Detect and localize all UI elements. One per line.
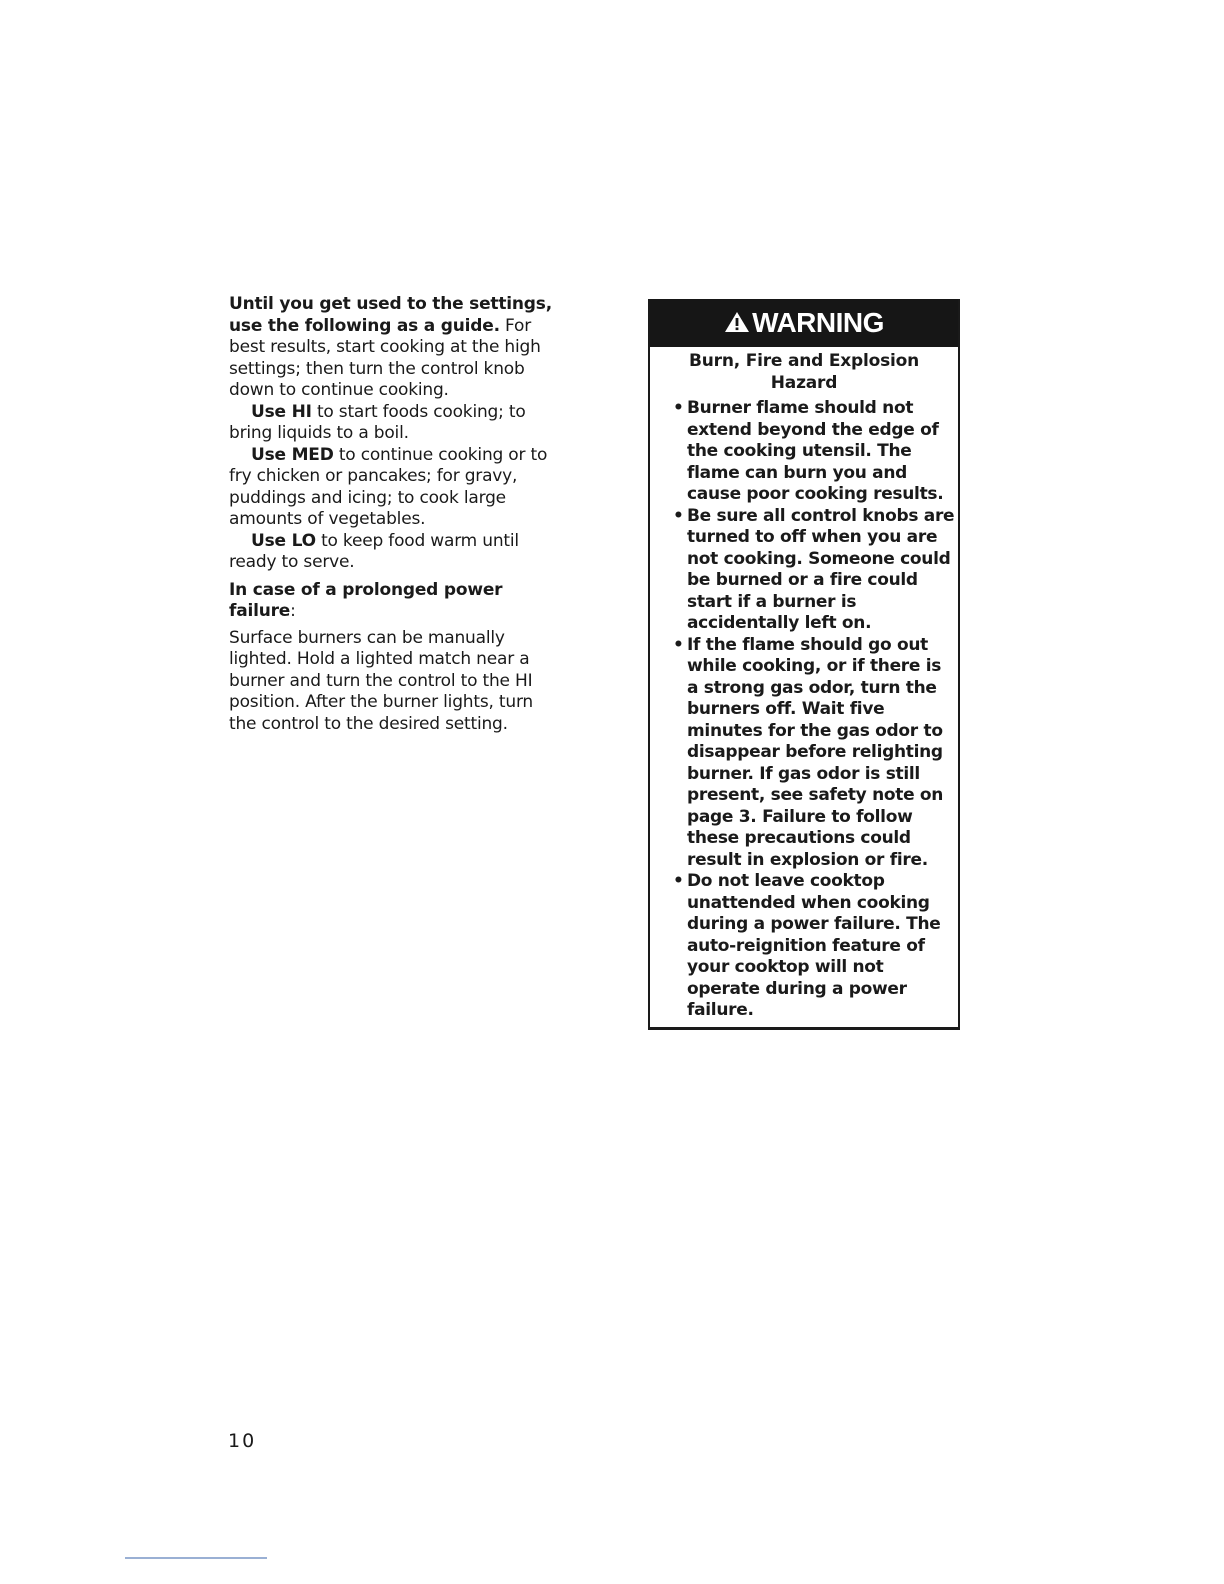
lo-setting-paragraph bbox=[229, 531, 559, 574]
intro-paragraph bbox=[229, 294, 559, 402]
lo-setting-text: to keep food warm until ready to serve. bbox=[229, 530, 519, 572]
warning-list bbox=[650, 398, 958, 1022]
warning-item bbox=[673, 635, 957, 872]
left-column bbox=[229, 294, 559, 735]
bullet-icon: • bbox=[673, 634, 684, 655]
med-setting-paragraph bbox=[229, 445, 559, 531]
scan-artifact-line bbox=[125, 1557, 267, 1559]
warning-box bbox=[648, 299, 960, 1030]
bullet-icon: • bbox=[673, 871, 684, 891]
hazard-title: Burn, Fire and Explosion Hazard bbox=[688, 351, 920, 393]
warning-item bbox=[673, 506, 957, 635]
warning-item bbox=[673, 871, 957, 1022]
warning-item-text: Be sure all control knobs are turned to off when you are not cooking. Someone could be burned or a fire could start if a burner is accidentally left on. bbox=[687, 505, 955, 633]
lo-setting-label: Use LO bbox=[251, 530, 316, 551]
hi-setting-text: to start foods cooking; to bring liquids to a boil. bbox=[229, 401, 526, 443]
med-setting-text: to continue cooking or to fry chicken or pancakes; for gravy, puddings and icing; to cook large amounts of vegetables. bbox=[229, 444, 548, 529]
warning-item-text: Burner flame should not extend beyond the edge of the cooking utensil. The flame can burn you and cause poor cooking results. bbox=[687, 398, 944, 504]
med-setting-label: Use MED bbox=[251, 444, 334, 465]
bullet-icon: • bbox=[673, 505, 684, 526]
warning-triangle-icon bbox=[724, 311, 750, 333]
warning-header bbox=[650, 299, 958, 347]
warning-item-text: If the flame should go out while cooking, or if there is a strong gas odor, turn the burners off. Wait five minutes for the gas odor to disappear before relighting burner. If gas odor is still present, see safety note on page 3. Failure to follow these precautions could result in explosion or fire. bbox=[687, 634, 944, 870]
bullet-icon: • bbox=[673, 398, 684, 418]
power-failure-heading-text: In case of a prolonged power failure bbox=[229, 579, 503, 621]
warning-header-text: WARNING bbox=[752, 307, 884, 338]
hi-setting-paragraph bbox=[229, 402, 559, 445]
warning-item-text: Do not leave cooktop unattended when cooking during a power failure. The auto-reignition feature of your cooktop will not operate during a power failure. bbox=[687, 871, 941, 1020]
power-failure-text: Surface burners can be manually lighted. Hold a lighted match near a burner and turn the control to the HI position. After the burner lights, turn the control to the desired setting. bbox=[229, 627, 534, 734]
power-failure-heading-colon: : bbox=[290, 601, 296, 621]
warning-item bbox=[673, 398, 957, 506]
power-failure-heading bbox=[229, 580, 559, 623]
intro-text: For best results, start cooking at the high settings; then turn the control knob down to continue cooking. bbox=[229, 315, 541, 400]
hi-setting-label: Use HI bbox=[251, 401, 312, 422]
page-number: 10 bbox=[228, 1430, 257, 1452]
intro-heading: Until you get used to the settings, use the following as a guide. bbox=[229, 294, 552, 336]
